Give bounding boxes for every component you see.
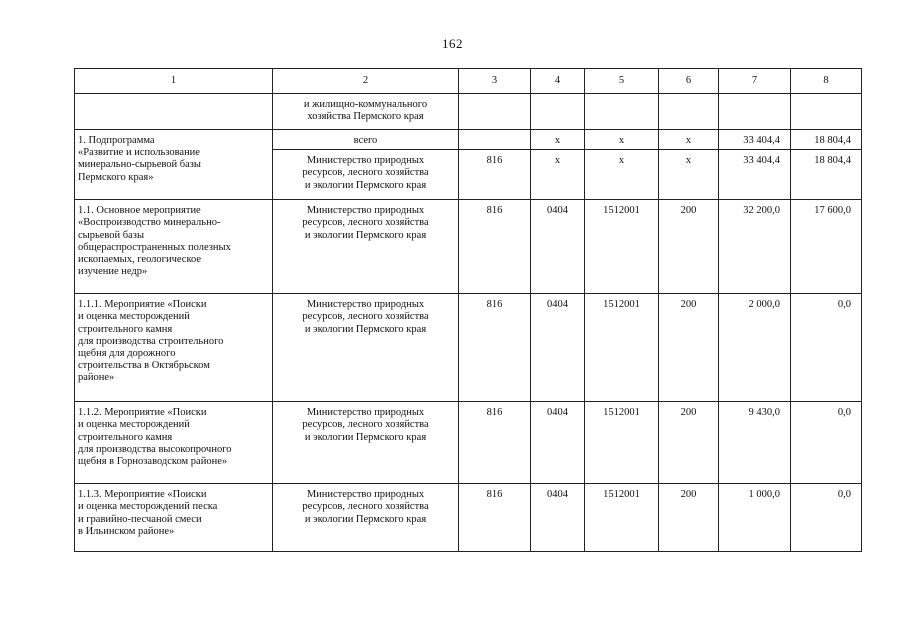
continuation-name-cell [75, 94, 273, 130]
header-cell-8: 8 [791, 69, 862, 94]
row-1-1-3-name: 1.1.3. Мероприятие «Поиски и оценка месторождений песка и гравийно-песчаной смеси в Ильинском районе» [75, 484, 273, 552]
continuation-year1 [719, 94, 791, 130]
subprogram-ministry-csr: х [585, 150, 659, 200]
row-1-1-1-rz-pr: 0404 [531, 294, 585, 402]
continuation-grbs [459, 94, 531, 130]
row-1-1-2-vr: 200 [659, 402, 719, 484]
header-cell-6: 6 [659, 69, 719, 94]
row-1-1-3-year2: 0,0 [791, 484, 862, 552]
row-1-1-1-csr: 1512001 [585, 294, 659, 402]
row-1-1-2-year2: 0,0 [791, 402, 862, 484]
subprogram-ministry-executor: Министерство природных ресурсов, лесного хозяйства и экологии Пермского края [273, 150, 459, 200]
subprogram-name: 1. Подпрограмма «Развитие и использование минерально-сырьевой базы Пермского края» [75, 130, 273, 200]
row-1-1-2-grbs: 816 [459, 402, 531, 484]
row-1-1-3-csr: 1512001 [585, 484, 659, 552]
row-1-1-1-executor: Министерство природных ресурсов, лесного хозяйства и экологии Пермского края [273, 294, 459, 402]
row-1-1-year2: 17 600,0 [791, 200, 862, 294]
row-1-1-2-executor: Министерство природных ресурсов, лесного хозяйства и экологии Пермского края [273, 402, 459, 484]
subprogram-total-grbs [459, 130, 531, 150]
header-row [75, 69, 862, 94]
row-1-1-2-rz-pr: 0404 [531, 402, 585, 484]
row-1-1-3-grbs: 816 [459, 484, 531, 552]
table-row-1-1-2 [75, 402, 862, 484]
row-1-1-executor: Министерство природных ресурсов, лесного хозяйства и экологии Пермского края [273, 200, 459, 294]
row-1-1-csr: 1512001 [585, 200, 659, 294]
subprogram-ministry-vr: х [659, 150, 719, 200]
row-1-1-1-grbs: 816 [459, 294, 531, 402]
continuation-row [75, 94, 862, 130]
row-1-1-1-vr: 200 [659, 294, 719, 402]
row-1-1-rz-pr: 0404 [531, 200, 585, 294]
continuation-csr [585, 94, 659, 130]
row-1-1-2-csr: 1512001 [585, 402, 659, 484]
row-1-1-1-year1: 2 000,0 [719, 294, 791, 402]
continuation-executor: и жилищно-коммунального хозяйства Пермского края [273, 94, 459, 130]
page-number: 162 [442, 36, 463, 51]
header-cell-4: 4 [531, 69, 585, 94]
header-cell-1: 1 [75, 69, 273, 94]
row-1-1-grbs: 816 [459, 200, 531, 294]
subprogram-ministry-year2: 18 804,4 [791, 150, 862, 200]
row-1-1-3-rz-pr: 0404 [531, 484, 585, 552]
subprogram-total-executor: всего [273, 130, 459, 150]
row-1-1-3-year1: 1 000,0 [719, 484, 791, 552]
subprogram-total-row [75, 130, 862, 150]
subprogram-ministry-grbs: 816 [459, 150, 531, 200]
subprogram-total-vr: х [659, 130, 719, 150]
table-row-1-1-1 [75, 294, 862, 402]
subprogram-total-year2: 18 804,4 [791, 130, 862, 150]
row-1-1-3-vr: 200 [659, 484, 719, 552]
subprogram-ministry-rz-pr: х [531, 150, 585, 200]
header-cell-2: 2 [273, 69, 459, 94]
row-1-1-1-year2: 0,0 [791, 294, 862, 402]
table-row-1-1-3 [75, 484, 862, 552]
row-1-1-1-name: 1.1.1. Мероприятие «Поиски и оценка месторождений строительного камня для производства строительного щебня для дорожного строительства в Октябрьском районе» [75, 294, 273, 402]
row-1-1-2-year1: 9 430,0 [719, 402, 791, 484]
subprogram-total-rz-pr: х [531, 130, 585, 150]
continuation-rz-pr [531, 94, 585, 130]
header-cell-5: 5 [585, 69, 659, 94]
table-row-1-1 [75, 200, 862, 294]
subprogram-ministry-year1: 33 404,4 [719, 150, 791, 200]
continuation-year2 [791, 94, 862, 130]
row-1-1-vr: 200 [659, 200, 719, 294]
row-1-1-name: 1.1. Основное мероприятие «Воспроизводство минерально- сырьевой базы общераспространенных полезных ископаемых, геологическое изучение недр» [75, 200, 273, 294]
header-cell-3: 3 [459, 69, 531, 94]
continuation-vr [659, 94, 719, 130]
subprogram-total-year1: 33 404,4 [719, 130, 791, 150]
row-1-1-2-name: 1.1.2. Мероприятие «Поиски и оценка месторождений строительного камня для производства высокопрочного щебня в Горнозаводском районе» [75, 402, 273, 484]
subprogram-total-csr: х [585, 130, 659, 150]
budget-table [74, 68, 862, 552]
header-cell-7: 7 [719, 69, 791, 94]
row-1-1-3-executor: Министерство природных ресурсов, лесного хозяйства и экологии Пермского края [273, 484, 459, 552]
row-1-1-year1: 32 200,0 [719, 200, 791, 294]
